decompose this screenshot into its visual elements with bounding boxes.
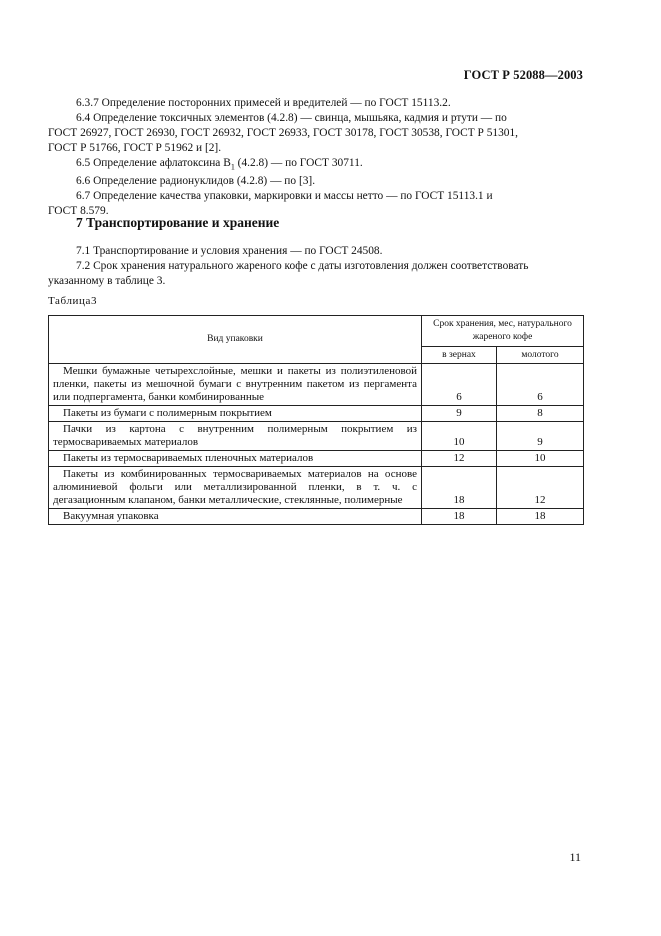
table-row: [49, 406, 584, 422]
paragraph-7-2-line2: указанному в таблице 3.: [48, 275, 166, 287]
row-beans: 9: [422, 406, 497, 422]
col-header-ground: молотого: [497, 347, 584, 364]
row-ground: 10: [497, 451, 584, 467]
table-row: [49, 509, 584, 525]
paragraph-6-7-line2: ГОСТ 8.579.: [48, 205, 109, 218]
paragraph-6-3-7: 6.3.7 Определение посторонних примесей и вредителей — по ГОСТ 15113.2.: [76, 97, 451, 109]
row-desc: Мешки бумажные четырехслойные, мешки и пакеты из полиэтиленовой пленки, пакеты из мешочной бумаги с внутренним пакетом из пергамента или подпергамента, банки комбинированные: [49, 364, 422, 406]
paragraph-6-4-line2: ГОСТ 26927, ГОСТ 26930, ГОСТ 26932, ГОСТ 26933, ГОСТ 30178, ГОСТ 30538, ГОСТ Р 51301,: [48, 127, 519, 139]
row-beans: 10: [422, 422, 497, 451]
col-header-beans: в зернах: [422, 347, 497, 364]
row-beans: 18: [422, 467, 497, 509]
row-desc: Пакеты из термосвариваемых пленочных материалов: [49, 451, 422, 467]
aflatoxin-subscript: 1: [230, 162, 235, 172]
row-beans: 6: [422, 364, 497, 406]
paragraph-6-6: 6.6 Определение радионуклидов (4.2.8) — по [3].: [76, 175, 316, 188]
section-7-title: 7 Транспортирование и хранение: [76, 215, 280, 230]
storage-table: [48, 315, 584, 525]
paragraph-7-2-line1: 7.2 Срок хранения натурального жареного кофе с даты изготовления должен соответствовать: [76, 260, 529, 272]
paragraph-6-4-line3: ГОСТ Р 51766, ГОСТ Р 51962 и [2].: [48, 142, 222, 154]
table-caption: Таблица3: [48, 295, 98, 307]
section-7-text: [48, 244, 584, 289]
row-beans: 12: [422, 451, 497, 467]
paragraph-6-5-text-a: 6.5 Определение афлатоксина B: [76, 157, 231, 169]
row-desc: Пачки из картона с внутренним полимерным покрытием из термосвариваемых материалов: [49, 422, 422, 451]
row-ground: 9: [497, 422, 584, 451]
document-header: ГОСТ Р 52088—2003: [463, 68, 583, 82]
section-6-text: [48, 96, 584, 219]
row-ground: 18: [497, 509, 584, 525]
row-desc: Пакеты из бумаги с полимерным покрытием: [49, 406, 422, 422]
paragraph-6-4-line1: 6.4 Определение токсичных элементов (4.2.8) — свинца, мышьяка, кадмия и ртути — по: [76, 112, 507, 124]
table-row: [49, 422, 584, 451]
row-desc: Вакуумная упаковка: [49, 509, 422, 525]
paragraph-6-5-text-b: (4.2.8) — по ГОСТ 30711.: [234, 157, 363, 169]
table-row: [49, 364, 584, 406]
paragraph-7-1: 7.1 Транспортирование и условия хранения — по ГОСТ 24508.: [76, 245, 383, 257]
page-number: 11: [569, 850, 581, 864]
row-beans: 18: [422, 509, 497, 525]
col-header-shelf-life: Срок хранения, мес, натурального жареного кофе: [422, 316, 584, 347]
table-row: [49, 467, 584, 509]
row-desc: Пакеты из комбинированных термосвариваемых материалов на основе алюминиевой фольги или металлизированной пленки, в т. ч. с дегазационным клапаном, банки металлические, стеклянные, полимерные: [49, 467, 422, 509]
col-header-packaging: Вид упаковки: [49, 316, 422, 364]
paragraph-6-7-line1: 6.7 Определение качества упаковки, маркировки и массы нетто — по ГОСТ 15113.1 и: [76, 190, 493, 203]
paragraph-6-5: [48, 156, 584, 174]
row-ground: 6: [497, 364, 584, 406]
row-ground: 12: [497, 467, 584, 509]
table-row: [49, 451, 584, 467]
row-ground: 8: [497, 406, 584, 422]
